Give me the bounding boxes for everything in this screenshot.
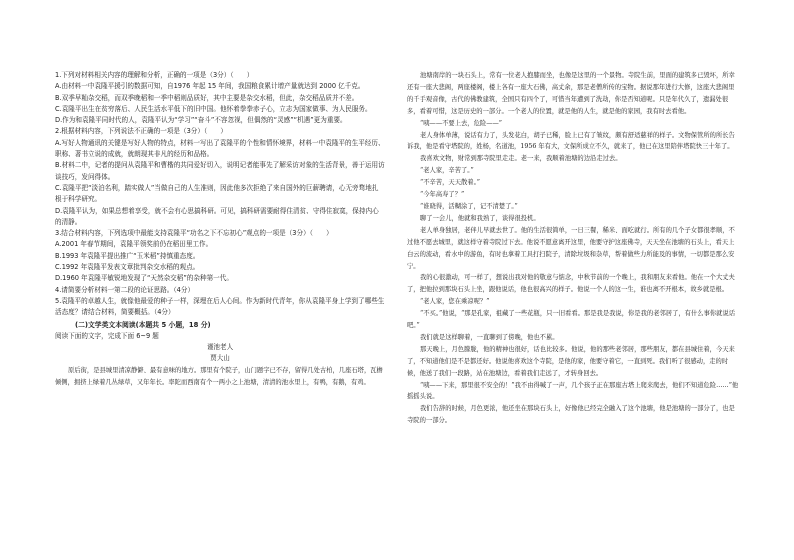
story-paragraph: “不辛苦，天天散着。” — [420, 179, 480, 187]
story-paragraph: “不买。”他说，“那是孔家，祖藏了一些花瓶，只一旧看看。那是我是我说，你是我的老邻居了，有什么事你就说话吧。” — [407, 310, 736, 330]
right-column — [407, 70, 740, 427]
story-paragraph: 老人单身独居，老伴儿早就去世了。他的生活很简单，一日三餐，稀米、面吃就行。所有的几个子女都很孝顺，不过他不愿去城里，就这样守着寺院过下去。他说不愿意离开这里，他要守护这座佛寺，天天坐在池塘的石头上，看天上白云的流动，看水中的游鱼，有时也拿着工具打扫院子，清除垃圾和杂草，帮着做些力所能及的事情，一切都是那么安宁。 — [407, 226, 735, 270]
story-paragraph: 聊了一会儿，他就和我熟了，谈得很投机。 — [420, 214, 540, 222]
question-line: 2.根据材料内容，下列说法不正确的一项是（3分）（ ） — [55, 127, 228, 136]
question-line: A.写好人物通讯的关键是写好人物的特点，材料一写出了袁隆平的个性和情怀境界，材料一中袁隆平的生平经历、职称、著书立说的成就，就朗现其非凡的经历和品格。 — [55, 138, 385, 159]
left-column — [55, 70, 385, 389]
story-paragraph: 我们就是这样聊着，一直聊到了傍晚，他也不累。 — [420, 333, 559, 341]
story-paragraph: 我喜欢文物，财常到那寺院里走走。老一来，我顺着池塘的边沿走过去。 — [420, 155, 622, 163]
story-paragraph: 原后街，是县城里清凉静僻、最有意味的地方。那里有个院子，山门题字已不存，留得几处古柏，几座石塔，瓦檐倾侧，拥挤上绿着几丛绿草，又年年长。率陀而西南有个一两小之上池塘，清清的池水里上，有鸭，有鹅，有鸡。 — [55, 366, 383, 386]
question-line: 阅读下面的文字，完成下面 6~9 题 — [55, 331, 159, 340]
story-paragraph: “咦——下来，那里很不安全的！”我不由得喊了一声，几个孩子正在那座古塔上爬来爬去，他们不知道危险……”他摇摇头说。 — [407, 381, 739, 401]
question-line: B.双季早籼杂交稻，而双季晚稻和一季中稻则品质好，其中主要是杂交水稻，但此，杂交稻品质并不差。 — [55, 93, 359, 102]
story-title: 谨池老人 — [206, 343, 234, 352]
question-line: 3.结合材料内容，下列选项中最能支持袁隆平“功名之下不忘初心”观点的一项是（3分）（ ） — [55, 229, 333, 238]
question-line: 5.袁隆平的卓越人生，就像他最爱的种子一样，深埋在后人心间。作为新时代青年，你从袁隆平身上学到了哪些生活态度？请结合材料，简要概括。（4分） — [55, 296, 385, 317]
story-author: 贾大山 — [210, 354, 230, 363]
question-line: D.1960 年袁隆平敏锐地发现了“天然杂交稻”的杂种第一代。 — [55, 274, 233, 283]
story-paragraph: 池塘南岸的一块石头上，常有一位老人抱膝而坐，也像是这里的一个景物。寺院生前，里面的建筑多已毁坏，所幸还有一座大悲阁，两座楼阁，楼上各有一座大石佛，高丈余，那是老僧所传的宝物。据说那年进行大修，这座大悲阁里的千手观音像，古代的佛教建筑，全国只有四个了，可惜当年遭到了洗劫，你是否知道呢。只是年代久了，遗漏处很多，看着可惜，这是历史的一部分。一个老人的位置，就是他的人生，就是他的家园，我有时去看他。 — [407, 72, 735, 115]
story-paragraph: 我的心很激动，可一样了，想说出我对他的敬意与惦念，中秋节前的一个晚上，我和朋友来看他。他在一个大丈夫了，把他拉到那块石头上坐，跟他说话，他也很高兴的样子。他说一个人的这一生，谁也离不开根本，故乡就是根。 — [407, 274, 735, 294]
story-paragraph: 老人身体单薄，说话有力了，头发花白，胡子已稀，脸上已有了皱纹，颇有舒适慈祥的样子。文物保管所的所长告诉我，他是看守塔院的，姓杨，名道池，1956 年有大，文保所成立不久，就来了，他已在这里陪伴塔院快三十年了。 — [407, 131, 735, 151]
question-line: C.袁隆平把“淡泊名利，踏实做人”当做自己的人生准则，因此他多次拒绝了来自国外的巨薪聘请，心无旁骛地扎根于科学研究。 — [55, 183, 379, 204]
story-paragraph: “今年高寿了？” — [420, 191, 465, 199]
story-paragraph: 我们告辞的时候，月色更浓，他还坐在那块石头上，好像他已经完全融入了这个池塘，他是池塘的一部分了，也是寺院的一部分。 — [407, 405, 735, 425]
story-paragraph: 那天晚上，月色朦胧，他的精神也很好，话也比较多。他说，他的那些老邻居，那些朋友，都在县城住着，今天来了，不知道他们是不是都还好。他说他喜欢这个寺院，是他的家，他要守着它，一直到死。我们听了很感动，走的时候，他送了我们一段路，站在池塘边，看着我们走远了，才转身回去。 — [407, 345, 735, 377]
question-line: B.材料二中，记者的提问从袁隆平和曹楷的共同爱好切入，说明记者能事先了解采访对象的生活背景，善于运用访谈技巧，发问得体。 — [55, 161, 385, 181]
story-paragraph: “谁晓得，活糊涂了，记不清楚了。” — [420, 202, 518, 210]
question-line: B.1993 年袁隆平提出推广“玉米稻”持慎重态度。 — [55, 251, 200, 260]
question-line: 4.请简要分析材料一第二段的论证思路。（4分） — [55, 285, 195, 294]
story-paragraph: “老人家，辛苦了。” — [420, 167, 474, 175]
section-heading: (二)文学类文本阅读(本题共 5 小题，18 分) — [75, 320, 211, 329]
question-line: 1.下列对材料相关内容的理解和分析，正确的一项是（3分）（ ） — [55, 71, 254, 79]
question-line: C.袁隆平出生在贫穷落后、人民生活水平低下的旧中国。他怀着拳拳赤子心，立志为国家做事、为人民服务。 — [55, 104, 372, 113]
question-line: A.2001 年春节期间，袁隆平领奖前仍在稻田里工作。 — [55, 240, 213, 249]
question-line: D.袁隆平认为，如果总想着享受，就不会有心思搞科研。可见，搞科研需要耐得住清贫、守得住寂寞，保持内心的清静。 — [55, 206, 379, 226]
question-line: A.由材料一中袁隆平援引的数据可知，自1976 年起 15 年间，我国粮食累计增产量就达到 2000 亿千克。 — [55, 82, 365, 91]
question-line: C.1992 年袁隆平发表文章批判杂交水稻的观点。 — [55, 263, 200, 272]
question-line: D.作为和袁隆平同时代的人，袁隆平认为“学习”“奋斗”不容忽视，但偶然的“灵感”“机遇”更为重要。 — [55, 116, 347, 125]
story-paragraph: “咦——不要上去，危险——” — [420, 119, 503, 127]
story-paragraph: “老人家，您在乘凉呢？” — [420, 298, 490, 306]
